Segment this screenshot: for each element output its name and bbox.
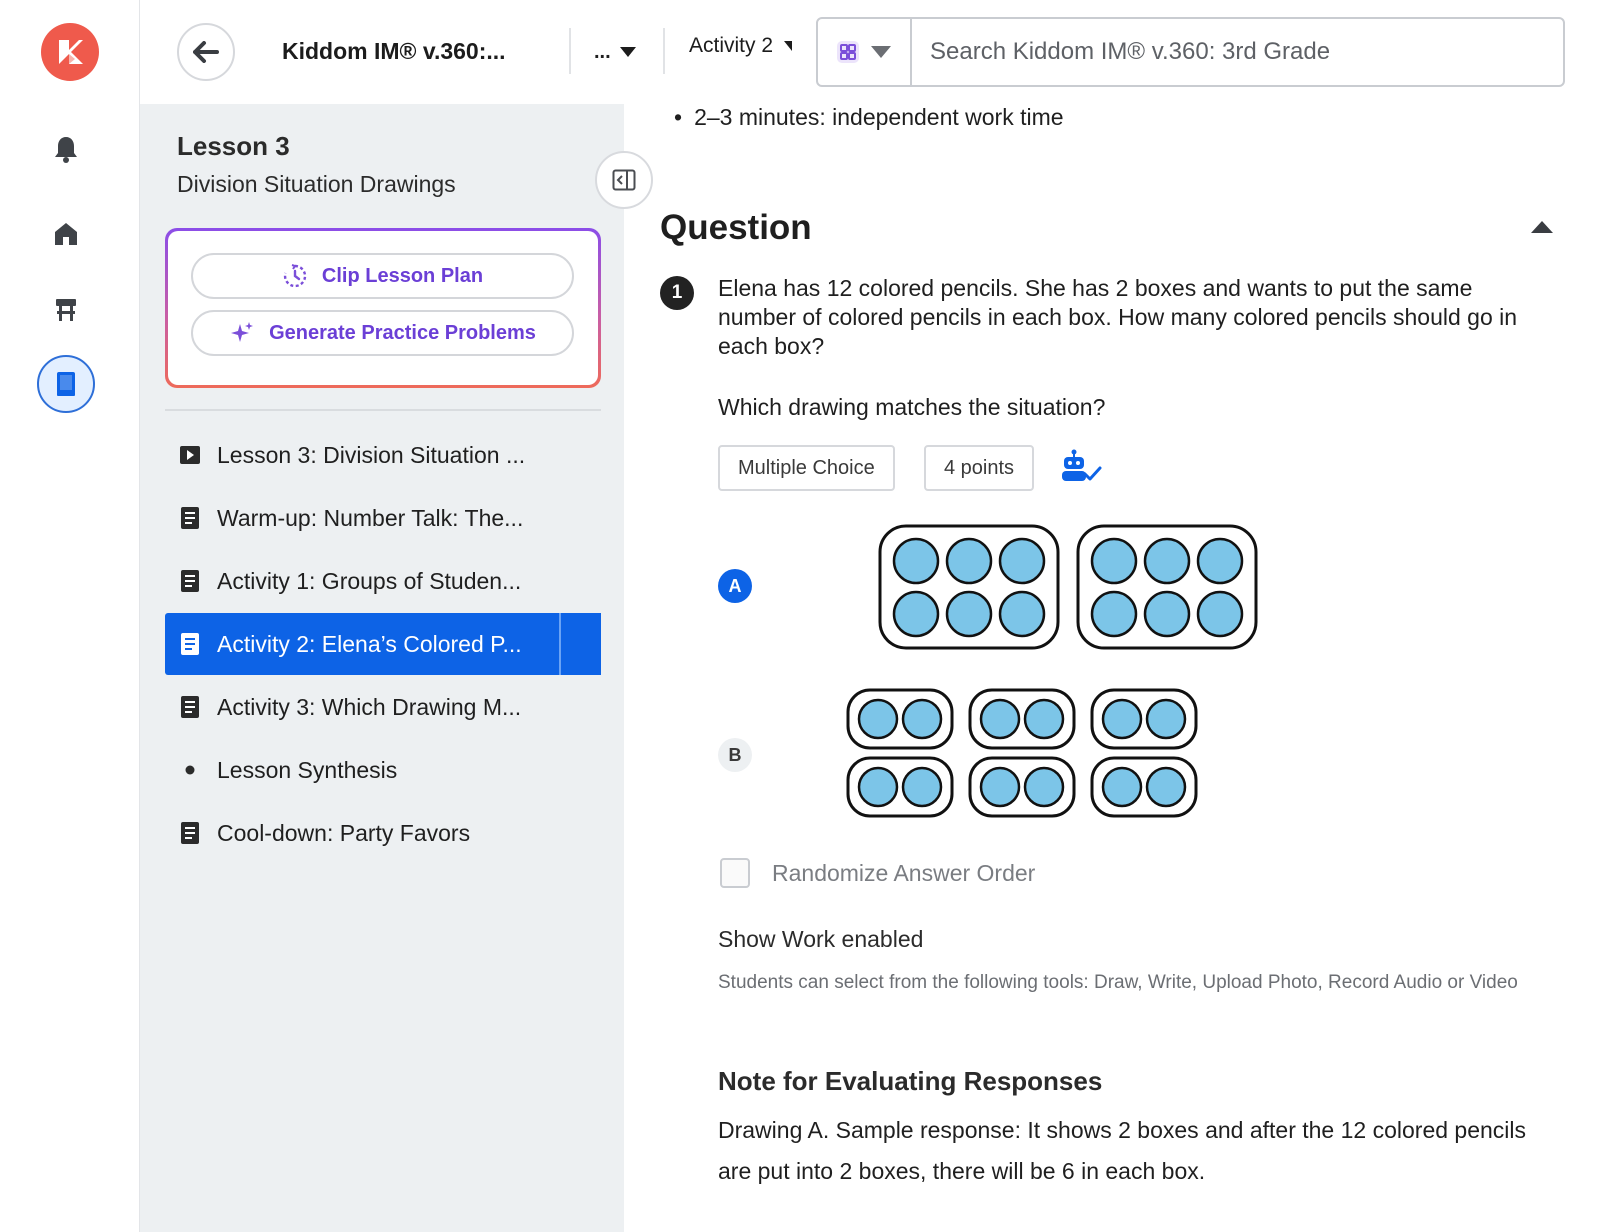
choice-b-drawing[interactable] — [846, 688, 1202, 818]
ai-tools-panel — [165, 228, 601, 388]
bullet-text: 2–3 minutes: independent work time — [694, 104, 1064, 130]
collapse-question-button[interactable] — [1530, 220, 1554, 239]
show-work-description: Students can select from the following tools: Draw, Write, Upload Photo, Record Audio or Video — [718, 972, 1518, 993]
search-bar — [816, 17, 1565, 87]
instruction-bullet — [674, 104, 1064, 131]
book-icon[interactable] — [37, 355, 95, 413]
clip-lesson-plan-label: Clip Lesson Plan — [321, 264, 484, 287]
sidebar-item-activity-3[interactable] — [165, 676, 601, 738]
clip-lesson-plan-button[interactable] — [191, 253, 574, 299]
active-indicator — [559, 613, 601, 675]
top-bar — [140, 0, 1600, 104]
course-title: Kiddom IM® v.360:... — [282, 38, 506, 64]
sidebar-item-activity-2[interactable] — [165, 613, 601, 675]
question-prompt: Which drawing matches the situation? — [718, 394, 1106, 420]
pair-box — [970, 690, 1074, 748]
question-number: 1 — [660, 276, 694, 310]
sidebar-item-label: Activity 2: Elena’s Colored P... — [217, 630, 522, 657]
clip-timer-icon — [282, 263, 308, 289]
sparkle-icon — [229, 320, 255, 346]
sidebar-item-label: Activity 1: Groups of Studen... — [217, 567, 522, 594]
choice-a-drawing[interactable] — [878, 524, 1258, 650]
divider — [663, 28, 665, 74]
more-label: ... — [594, 40, 611, 63]
box-2 — [1078, 526, 1256, 648]
randomize-answer-order-option[interactable] — [720, 858, 1035, 888]
lesson-sidebar — [140, 104, 624, 1232]
generate-practice-problems-label: Generate Practice Problems — [269, 321, 536, 344]
grid-icon — [836, 40, 860, 64]
sidebar-collapse-icon — [612, 168, 636, 192]
caret-down-icon — [619, 46, 637, 58]
question-heading: Question — [660, 208, 812, 247]
randomize-label: Randomize Answer Order — [772, 859, 1036, 886]
sidebar-item-lesson-video[interactable] — [165, 424, 601, 486]
activity-label: Activity 2 — [689, 34, 774, 57]
document-icon — [179, 507, 201, 529]
pair-box — [1092, 758, 1196, 816]
question-type-tag: Multiple Choice — [718, 445, 895, 491]
lesson-name: Division Situation Drawings — [177, 171, 456, 197]
sidebar-item-label: Lesson 3: Division Situation ... — [217, 441, 526, 468]
activity-dropdown[interactable] — [689, 34, 793, 58]
search-input[interactable] — [912, 19, 1563, 85]
sidebar-item-label: Lesson Synthesis — [217, 756, 398, 783]
generate-practice-problems-button[interactable] — [191, 310, 574, 356]
document-icon — [179, 633, 201, 655]
left-rail — [0, 0, 140, 1232]
main-content — [624, 104, 1600, 1232]
sidebar-item-lesson-synthesis[interactable] — [165, 739, 601, 801]
sidebar-item-warm-up[interactable] — [165, 487, 601, 549]
arrow-left-icon — [193, 41, 219, 63]
video-icon — [179, 444, 201, 466]
more-dropdown[interactable] — [594, 32, 637, 72]
sidebar-item-cool-down[interactable] — [165, 802, 601, 864]
randomize-checkbox[interactable] — [720, 858, 750, 888]
bullet-dot: • — [674, 104, 683, 130]
bullet-icon — [179, 759, 201, 781]
caret-up-icon — [1530, 220, 1554, 234]
search-scope-dropdown[interactable] — [818, 19, 912, 85]
pair-box — [1092, 690, 1196, 748]
kiddom-logo[interactable] — [41, 23, 99, 81]
document-icon — [179, 696, 201, 718]
choice-b-radio[interactable]: B — [718, 738, 752, 772]
note-title: Note for Evaluating Responses — [718, 1066, 1103, 1096]
sidebar-item-label: Warm-up: Number Talk: The... — [217, 504, 524, 531]
points-tag: 4 points — [924, 445, 1034, 491]
desk-icon[interactable] — [50, 294, 82, 326]
sidebar-item-label: Activity 3: Which Drawing M... — [217, 693, 522, 720]
sidebar-item-activity-1[interactable] — [165, 550, 601, 612]
caret-down-icon — [870, 45, 892, 59]
sidebar-divider — [165, 409, 601, 411]
caret-icon — [783, 40, 793, 52]
kiddom-logo-mark — [55, 37, 85, 67]
divider — [569, 28, 571, 74]
box-1 — [880, 526, 1058, 648]
pair-box — [848, 758, 952, 816]
document-icon — [179, 822, 201, 844]
question-text: Elena has 12 colored pencils. She has 2 boxes and wants to put the same number of colored pencils in each box. How many colored pencils should go in each box? — [718, 275, 1518, 359]
pair-box — [848, 690, 952, 748]
bell-icon[interactable] — [50, 133, 82, 165]
pair-box — [970, 758, 1074, 816]
collapse-sidebar-button[interactable] — [595, 151, 653, 209]
show-work-title: Show Work enabled — [718, 926, 924, 952]
home-icon[interactable] — [50, 218, 82, 250]
document-icon — [179, 570, 201, 592]
lesson-number: Lesson 3 — [177, 131, 290, 161]
choice-a-radio[interactable]: A — [718, 569, 752, 603]
sidebar-item-label: Cool-down: Party Favors — [217, 819, 471, 846]
back-button[interactable] — [177, 23, 235, 81]
note-text: Drawing A. Sample response: It shows 2 boxes and after the 12 colored pencils are put into 2 boxes, there will be 6 in each box. — [718, 1117, 1527, 1184]
auto-grade-robot-icon — [1060, 449, 1102, 488]
